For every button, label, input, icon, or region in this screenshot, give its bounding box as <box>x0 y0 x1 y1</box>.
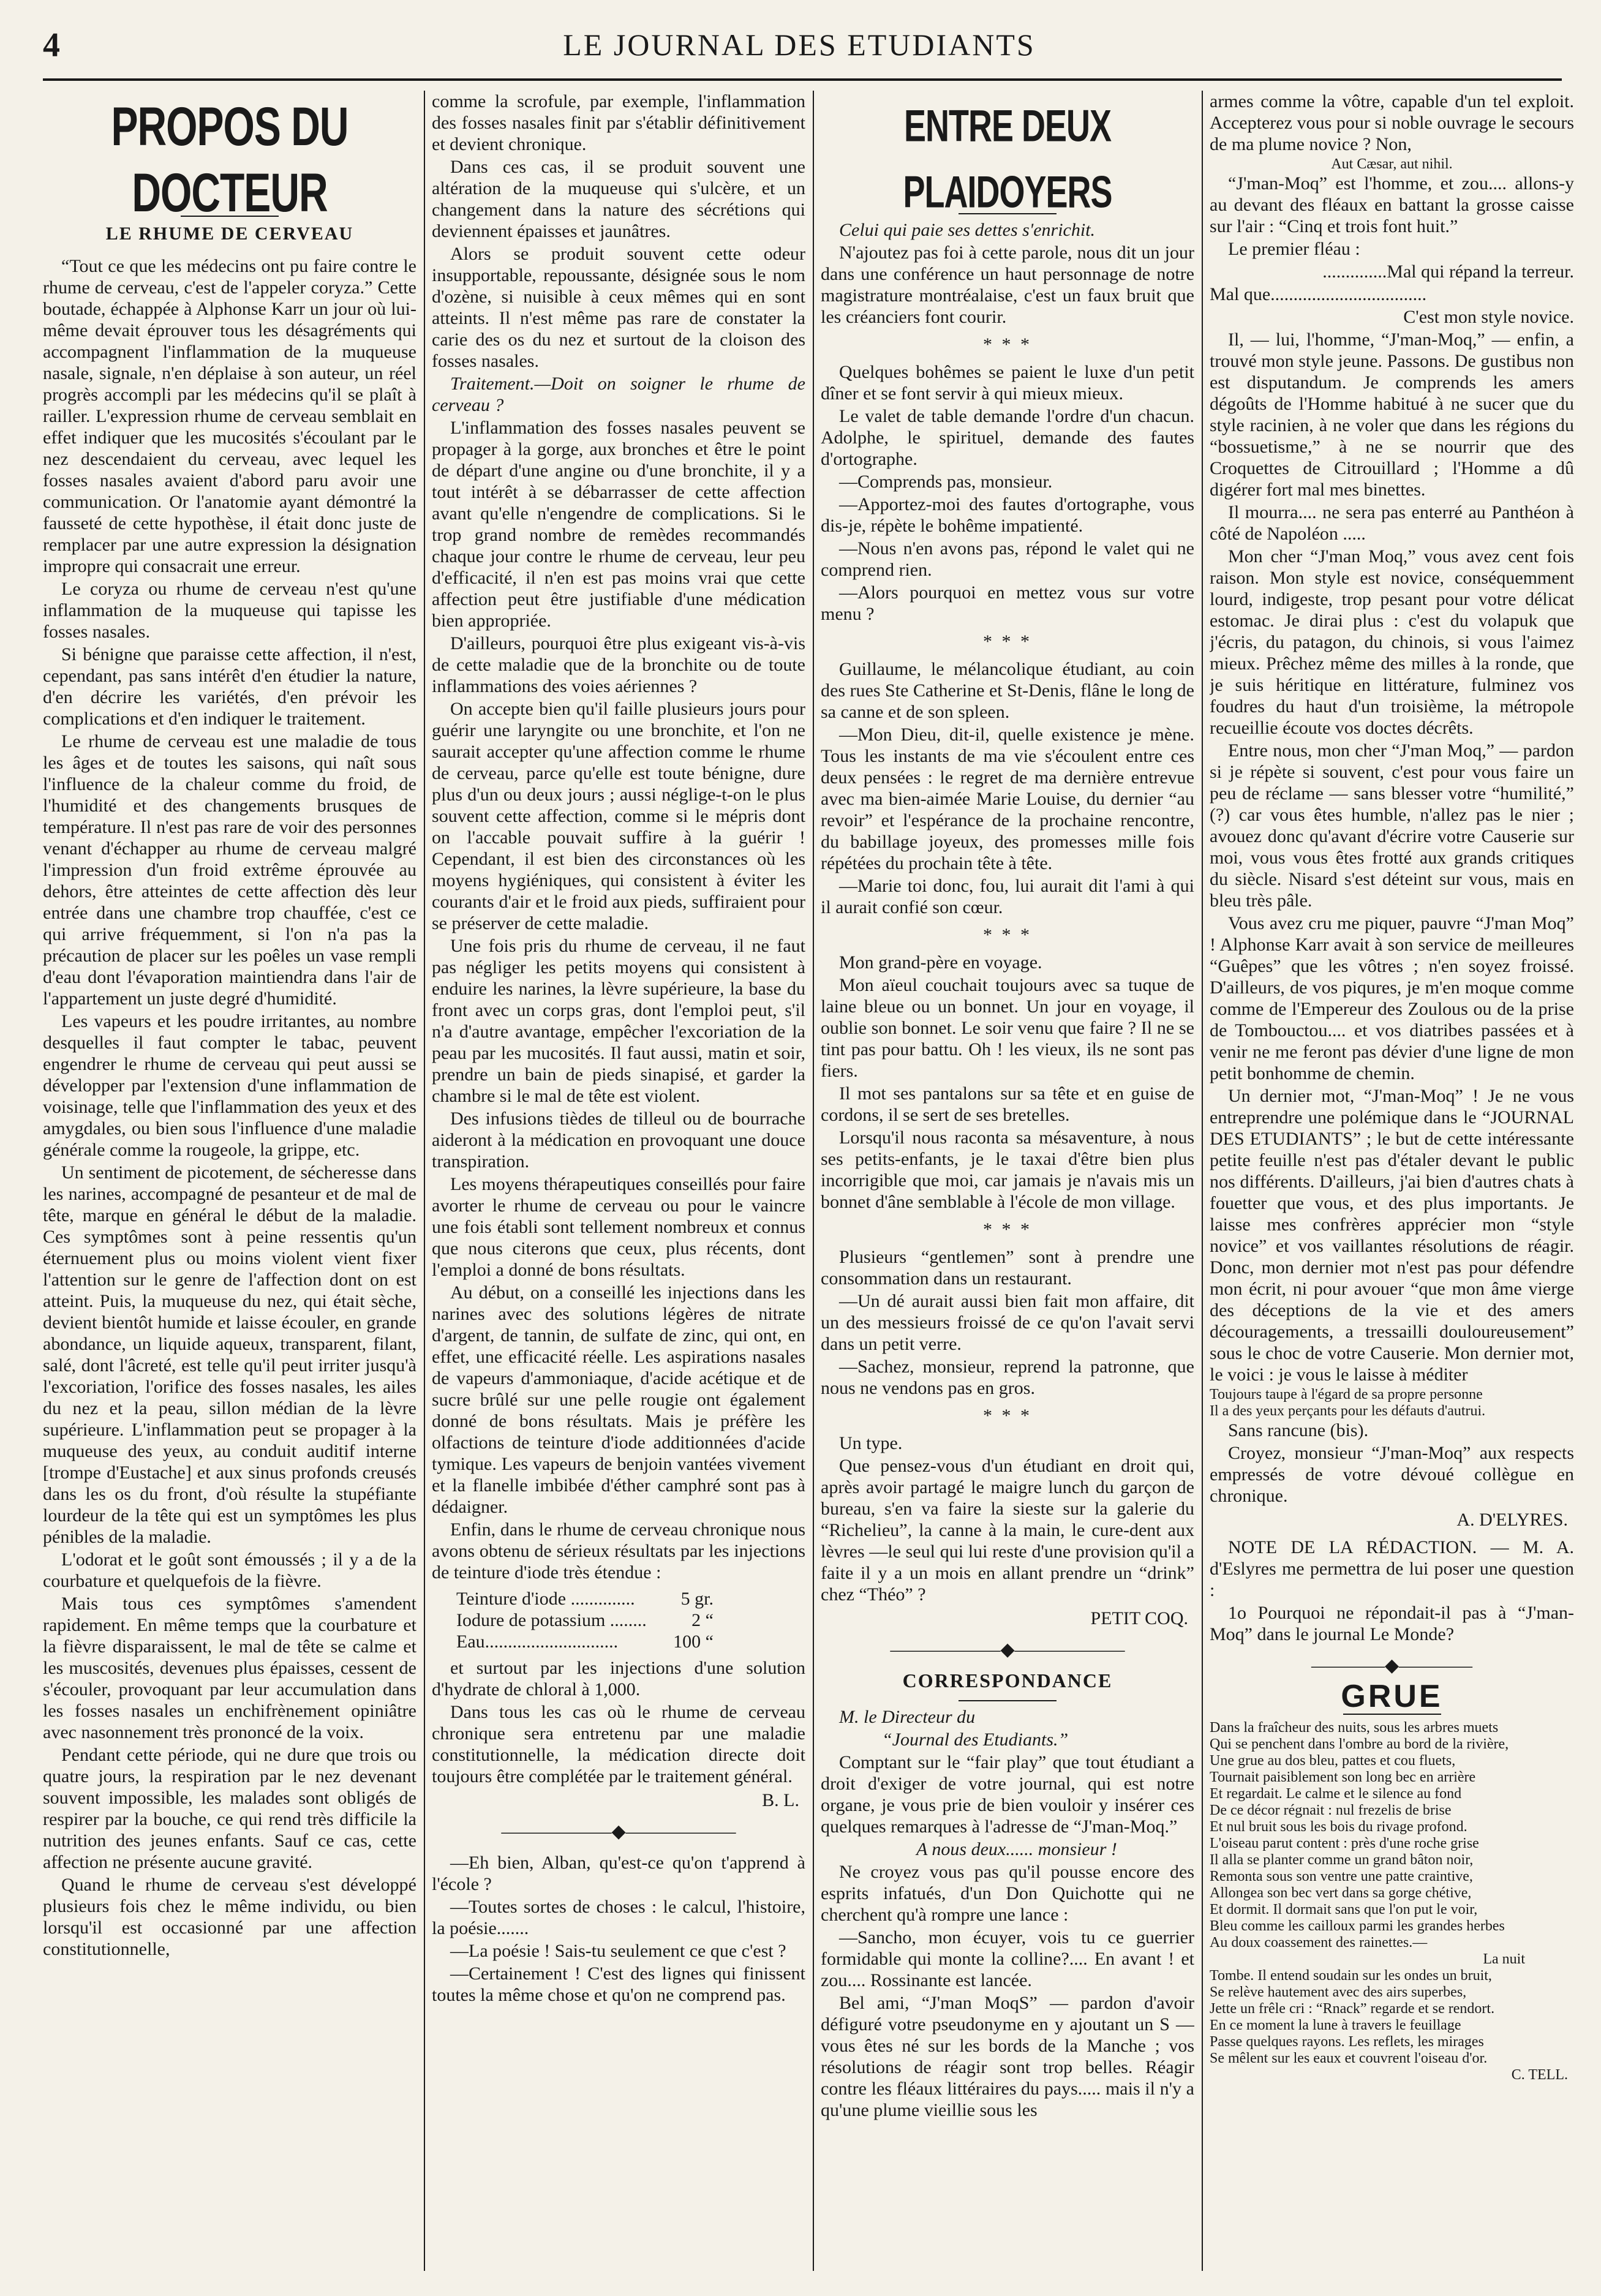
poem-line: L'oiseau parut content : près d'une roche grise <box>1210 1835 1479 1851</box>
recipe-row: Iodure de potassium ........ 2 “ <box>456 1610 714 1630</box>
paragraph: Bel ami, “J'man MoqS” — pardon d'avoir défiguré votre pseudonyme en y ajoutant un S — vous êtes né sur les bords de la Manche ; vos résolutions de réagir sont trop belles. Réagir contre les fléaux littéraires du pays..... mais il n'y a qu'une plume vieillie sous les <box>821 1993 1194 2120</box>
column-3 <box>821 91 1194 2271</box>
paragraph: Sans rancune (bis). <box>1228 1420 1369 1440</box>
poem-line: De ce décor régnait : nul frezelis de brise <box>1210 1802 1452 1818</box>
column-divider <box>424 91 425 2271</box>
stars-divider: * * * <box>983 925 1032 945</box>
page-number: 4 <box>43 26 60 64</box>
latin-quote: Aut Cæsar, aut nihil. <box>1331 156 1453 172</box>
recipe-row: Eau............................. 100 “ <box>456 1632 714 1652</box>
paragraph: et surtout par les injections d'une solution d'hydrate de chloral à 1,000. <box>432 1658 805 1699</box>
paragraph: —Alors pourquoi en mettez vous sur votre menu ? <box>821 582 1194 624</box>
paragraph: Le coryza ou rhume de cerveau n'est qu'une inflammation de la muqueuse qui tapisse les fosses nasales. <box>43 579 416 642</box>
paragraph: Traitement.—Doit on soigner le rhume de cerveau ? <box>432 374 805 415</box>
address-line: “Journal des Etudiants.” <box>882 1730 1069 1750</box>
paragraph: A nous deux...... monsieur ! <box>916 1839 1117 1859</box>
paragraph: —Apportez-moi des fautes d'ortographe, vous dis-je, répète le bohême impatienté. <box>821 494 1194 536</box>
poem-line: Et regardait. Le calme et le silence au fond <box>1210 1786 1462 1802</box>
signature: A. D'ELYRES. <box>1456 1510 1568 1530</box>
signature: PETIT COQ. <box>1090 1608 1188 1628</box>
article-subhead: LE RHUME DE CERVEAU <box>105 224 354 244</box>
column-divider <box>1202 91 1203 2271</box>
paragraph: —La poésie ! Sais-tu seulement ce que c'est ? <box>450 1941 786 1961</box>
paragraph: Vous avez cru me piquer, pauvre “J'man Moq” ! Alphonse Karr avait à son service de meilleures “Guêpes” que les vôtres ; n'en soyez froissé. D'ailleurs, de vos piqures, je m'en moque comme comme de l'Empereur des Zoulous ou de la prise de Tombouctou.... et vos diatribes passées et à venir ne me feront pas dévier d'une ligne de mon petit bonhomme de chemin. <box>1210 913 1574 1083</box>
paragraph: Mais tous ces symptômes s'amendent rapidement. En même temps que la courbature et la fièvre disparaissent, le mal de tête se calme et les muscosités, devenues plus épaisses, cessent de s'écouler, provoquant par leur accumulation dans les fosses nasales un enchifrènement opiniâtre avec nasonnement très prononcé de la voix. <box>43 1594 416 1742</box>
paragraph: Alors se produit souvent cette odeur insupportable, repoussante, désignée sous le nom d'ozène, si nuisible à ceux mêmes qui en sont atteints. Il n'est même pas rare de constater la carie des os du nez et surtout de la cloison des fosses nasales. <box>432 244 805 371</box>
poem-line: Une grue au dos bleu, pattes et cou fluets, <box>1210 1753 1456 1769</box>
paragraph: N'ajoutez pas foi à cette parole, nous dit un jour dans une conférence un haut personnage de notre magistrature montréalaise, c'est un faux bruit que les créanciers font courir. <box>821 243 1194 327</box>
paragraph: Mon cher “J'man Moq,” vous avez cent fois raison. Mon style est novice, conséquemment lourd, indigeste, trop pesant pour votre délicat estomac. Je dirai plus : c'est du volapuk que j'écris, du patagon, du chinois, si vous l'aimez mieux. Prêchez même des milles à la ronde, que je suis héritique en littérature, fulminez vos foudres du haut d'un troisième, la métropole recueillie écoute vos doctes décrêts. <box>1210 546 1574 738</box>
paragraph: Dans tous les cas où le rhume de cerveau chronique sera entretenu par une maladie constitutionnelle, la médication directe doit toujours être complétée par le traitement général. <box>432 1702 805 1786</box>
verse-line: ..............Mal qui répand la terreur. <box>1322 262 1574 282</box>
paragraph: —Un dé aurait aussi bien fait mon affaire, dit un des messieurs froissé de ce qu'on l'avait servi dans un petit verre. <box>821 1291 1194 1354</box>
poem-line: Tournait paisiblement son long bec en arrière <box>1210 1769 1476 1785</box>
divider <box>959 1700 1057 1701</box>
poem-line: Qui se penchent dans l'ombre au bord de la rivière, <box>1210 1736 1509 1752</box>
paragraph: Entre nous, mon cher “J'man Moq,” — pardon si je répète si souvent, c'est pour vous faire un peu de réclame — sans blesser votre “humilité,” (?) car vous êtes humble, n'allez pas le nier ; avouez donc qu'avant d'écrire votre Causerie sur moi, vous vous êtes frotté aux grands critiques du siècle. Nisard s'est déteint sur vous, mais en bleu très pâle. <box>1210 740 1574 911</box>
newspaper-page <box>24 18 1574 2278</box>
paragraph: “Tout ce que les médecins ont pu faire contre le rhume de cerveau, c'est de l'appeler coryza.” Cette boutade, échappée à Alphonse Karr un jour où lui-même devait éprouver tous les désagréments qui accompagnent l'inflammation de la muqueuse nasale, signale, n'en déplaise à son auteur, un réel progrès accompli par les médecins qu'il se plaît à railler. L'expression rhume de cerveau semblait en effet indiquer que les mucosités s'écoulant par le nez descendaient du cerveau, avec lequel les fosses nasales avaient d'abord paru avoir une communication. Or l'anatomie ayant démontré la fausseté de cette hypothèse, il était donc juste de remplacer par une autre expression la désignation impropre qui consacrait une erreur. <box>43 256 416 576</box>
paragraph: Enfin, dans le rhume de cerveau chronique nous avons obtenu de sérieux résultats par les injections de teinture d'iode très étendue : <box>432 1519 805 1583</box>
poem-line: Bleu comme les cailloux parmi les grandes herbes <box>1210 1918 1505 1934</box>
poem-signature: C. TELL. <box>1511 2067 1568 2083</box>
paragraph: Comptant sur le “fair play” que tout étudiant a droit d'exiger de votre journal, qui est notre organe, je vous prie de bien vouloir y insérer ces quelques remarques à l'adresse de “J'man-Moq.” <box>821 1752 1194 1837</box>
paragraph: L'odorat et le goût sont émoussés ; il y a de la courbature et quelquefois de la fièvre. <box>43 1549 416 1591</box>
column-2 <box>432 91 805 2271</box>
article-headline: ENTRE DEUX PLAIDOYERS <box>903 101 1112 217</box>
poem-line: Au doux coassement des rainettes.— <box>1210 1935 1428 1951</box>
paragraph: —Marie toi donc, fou, lui aurait dit l'ami à qui il aurait confié son cœur. <box>821 876 1194 917</box>
paragraph: On accepte bien qu'il faille plusieurs jours pour guérir une laryngite ou une bronchite, et l'on ne saurait accepter qu'une affection comme le rhume de cerveau, parce qu'elle est toute bénigne, dure plus d'un ou deux jours ; aussi néglige-t-on le plus souvent cette affection, comme si le mépris dont on l'accable pouvait suffire à la guérir ! Cependant, il est bien des circonstances où les moyens hygiéniques, qui consistent à éviter les courants d'air et le froid aux pieds, suffiraient pour se préserver de cette maladie. <box>432 699 805 933</box>
stars-divider: * * * <box>983 631 1032 652</box>
paragraph: Les moyens thérapeutiques conseillés pour faire avorter le rhume de cerveau ou pour le vaincre une fois établi sont tellement nombreux et connus que nous citerons que ceux, plus récents, dont l'emploi a donné de bons résultats. <box>432 1174 805 1280</box>
paragraph: Dans ces cas, il se produit souvent une altération de la muqueuse qui s'ulcère, et un changement dans la nature des sécrétions qui deviennent épaisses et jaunâtres. <box>432 157 805 241</box>
stars-divider: * * * <box>983 1406 1032 1426</box>
paragraph: Quelques bohêmes se paient le luxe d'un petit dîner et se font servir à qui mieux mieux. <box>821 362 1194 404</box>
address-line: M. le Directeur du <box>839 1707 976 1727</box>
verse-line: Mal que.................................. <box>1210 284 1427 304</box>
paragraph: Le premier fléau : <box>1228 239 1360 259</box>
paragraph: comme la scrofule, par exemple, l'inflammation des fosses nasales finit par s'établir définitivement et devient chronique. <box>432 91 805 154</box>
paragraph: —Toutes sortes de choses : le calcul, l'histoire, la poésie....... <box>432 1897 805 1938</box>
paragraph: Il, — lui, l'homme, “J'man-Moq,” — enfin, a trouvé mon style jeune. Passons. De gustibus non est disputandum. Je comprends les amers dégoûts de l'Homme habitué à ne sucer que du style racinien, à ne voler que dans les régions du “bossuetisme,” à ne se nourrir que des Croquettes de Citrouillard ; l'Homme a dû digérer fort mal mes binettes. <box>1210 329 1574 500</box>
ornament-divider: ——————◆—————— <box>501 1821 736 1842</box>
paragraph: L'inflammation des fosses nasales peuvent se propager à la gorge, aux bronches et être le point de départ d'une angine ou d'une bronchite, il y a tout intérêt à se débarrasser de cette affection avant qu'elle n'engendre de complications. Si le trop grand nombre de remèdes recommandés chaque jour contre le rhume de cerveau, leur peu d'efficacité, il n'en est pas moins vrai que cette affection peut être justifiable d'une médication bien appropriée. <box>432 418 805 631</box>
paragraph: “J'man-Moq” est l'homme, et zou.... allons-y au devant des fléaux en battant la grosse caisse sur l'air : “Cinq et trois font huit.” <box>1210 173 1574 236</box>
poem-line: Remonta sous son ventre une patte craintive, <box>1210 1869 1473 1884</box>
paragraph: —Certainement ! C'est des lignes qui finissent toutes la même chose et qu'on ne comprend pas. <box>432 1963 805 2005</box>
stars-divider: * * * <box>983 334 1032 355</box>
paragraph: Le rhume de cerveau est une maladie de tous les âges et de toutes les saisons, qui naît sous l'influence de la chaleur comme du froid, de l'humidité et des changements brusques de température. Il n'est pas rare de voir des personnes venant d'échapper au rhume de cerveau malgré l'impression d'un froid extrême éprouvée au dehors, être atteintes de cette affection dès leur entrée dans une chambre trop chauffée, c'est ce qui arrive fréquemment, si l'on n'a pas la précaution de placer sur les poêles un vase rempli d'eau dont l'évaporation maintiendra dans l'air de l'appartement un juste degré d'humidité. <box>43 731 416 1009</box>
paragraph: —Nous n'en avons pas, répond le valet qui ne comprend rien. <box>821 538 1194 580</box>
paragraph: Une fois pris du rhume de cerveau, il ne faut pas négliger les petits moyens qui consistent à enduire les narines, la lèvre supérieure, la base du front avec un corps gras, dont l'emploi peut, s'il n'a d'autre avantage, empêcher l'excoriation de la peau par les mucosités. Il faut aussi, matin et soir, prendre un bain de pieds sinapisé, et garder la chambre si le mal de tête est violent. <box>432 936 805 1106</box>
paragraph: Pendant cette période, qui ne dure que trois ou quatre jours, la respiration par le nez devenant souvent impossible, les malades sont obligés de respirer par la bouche, ce qui rend très difficile la nutrition des jeunes enfants. Sauf ce cas, cette affection ne présente aucune gravité. <box>43 1745 416 1872</box>
paragraph: D'ailleurs, pourquoi être plus exigeant vis-à-vis de cette maladie que de la bronchite ou de toute inflammations des voies aériennes ? <box>432 633 805 696</box>
poem-title: GRUE <box>1341 1679 1443 1714</box>
paragraph: Celui qui paie ses dettes s'enrichit. <box>839 220 1096 240</box>
poem-line: Tombe. Il entend soudain sur les ondes un bruit, <box>1210 1968 1492 1984</box>
paragraph: —Mon Dieu, dit-il, quelle existence je mène. Tous les instants de ma vie s'écoulent entre ces deux pensées : le regret de ma dernière entrevue avec ma bien-aimée Marie Louise, du dernier “au revoir” et l'espérance de la prochaine rencontre, du babillage joyeux, des promesses mille fois répétées du prochain tête à tête. <box>821 725 1194 873</box>
paragraph: Que pensez-vous d'un étudiant en droit qui, après avoir partagé le maigre lunch du garçon de bureau, s'en va faire la sieste sur la galerie du “Richelieu”, la canne à la main, le cure-dent aux lèvres —le seul qui lui reste d'une provision qu'il a faite il y a un mois en allant prendre un “drink” chez “Théo” ? <box>821 1456 1194 1605</box>
paragraph: Guillaume, le mélancolique étudiant, au coin des rues Ste Catherine et St-Denis, flâne le long de sa canne et de son spleen. <box>821 659 1194 722</box>
paragraph: —Eh bien, Alban, qu'est-ce qu'on t'apprend à l'école ? <box>432 1853 805 1894</box>
column-divider <box>813 91 814 2271</box>
fine-print: Il a des yeux perçants pour les défauts d'autrui. <box>1210 1403 1486 1419</box>
paragraph: Le valet de table demande l'ordre d'un chacun. Adolphe, le spirituel, demande des fautes d'ortographe. <box>821 406 1194 469</box>
header-rule <box>43 78 1562 81</box>
paragraph: Un sentiment de picotement, de sécheresse dans les narines, accompagné de pesanteur et de mal de tête, marque en général le début de la maladie. Ces symptômes sont à peine ressentis qu'un éternuement plus ou moins violent vient fixer l'attention sur le genre de l'affection dont on est atteint. Puis, la muqueuse du nez, qui était sèche, devient bientôt humide et laisse écouler, en grande abondance, un liquide aqueux, transparent, filant, salé, dont l'âcreté, est telle qu'il peut irriter jusqu'à l'excoriation, l'orifice des fosses nasales, les ailes du nez et la peau, sillon médian de la lèvre supérieure. L'inflammation peut se propager à la muqueuse des yeux, au conduit auditif interne [trompe d'Eustache] et aux sinus profonds creusés dans les os du front, d'où résulte la stupéfiante lourdeur de la tête qui est un symptômes les plus pénibles de la maladie. <box>43 1162 416 1547</box>
column-4 <box>1210 91 1574 2271</box>
article-headline: PROPOS DU DOCTEUR <box>111 96 348 223</box>
poem-line: Passe quelques rayons. Les reflets, les mirages <box>1210 2034 1484 2050</box>
paragraph: Il mourra.... ne sera pas enterré au Panthéon à côté de Napoléon ..... <box>1210 502 1574 544</box>
poem-line: La nuit <box>1483 1951 1525 1967</box>
paragraph: Lorsqu'il nous raconta sa mésaventure, à nous ses petits-enfants, je le taxai d'être bien plus incorrigible que moi, car jamais je n'avais mis un bonnet d'âne semblable à l'école de mon village. <box>821 1127 1194 1212</box>
fine-print: Toujours taupe à l'égard de sa propre personne <box>1210 1387 1483 1402</box>
page-header <box>24 18 1574 80</box>
poem-line: Et dormit. Il dormait sans que l'on put le voir, <box>1210 1902 1478 1918</box>
verse-line: C'est mon style novice. <box>1403 307 1574 327</box>
paragraph: Mon grand-père en voyage. <box>839 952 1042 973</box>
recipe-row: Teinture d'iode .............. 5 gr. <box>456 1589 714 1609</box>
signature: B. L. <box>762 1790 799 1810</box>
poem-line: Il alla se planter comme un grand bâton noir, <box>1210 1852 1474 1868</box>
poem-line: Se mêlent sur les eaux et couvrent l'oiseau d'or. <box>1210 2050 1488 2066</box>
poem-line: Et nul bruit sous les bois du rivage profond. <box>1210 1819 1467 1835</box>
poem-line: En ce moment la lune à travers le feuillage <box>1210 2017 1461 2033</box>
paragraph: NOTE DE LA RÉDACTION. — M. A. d'Eslyres me permettra de lui poser une question : <box>1210 1537 1574 1600</box>
poem-line: Jette un frêle cri : “Rnack” regarde et se rendort. <box>1210 2001 1495 2017</box>
paragraph: Un type. <box>839 1433 903 1453</box>
paragraph: Les vapeurs et les poudre irritantes, au nombre desquelles il faut compter le tabac, peuvent engendrer le rhume de cerveau qui peut aussi se développer par l'extension d'une inflammation de voisinage, telle que l'inflammation des yeux et des amygdales, ou bien sous l'influence d'une maladie générale comme la rougeole, la grippe, etc. <box>43 1011 416 1160</box>
paragraph: Des infusions tièdes de tilleul ou de bourrache aideront à la médication en provoquant une douce transpiration. <box>432 1108 805 1172</box>
paragraph: Plusieurs “gentlemen” sont à prendre une consommation dans un restaurant. <box>821 1247 1194 1289</box>
paragraph: —Sancho, mon écuyer, vois tu ce guerrier formidable qui monte la colline?.... En avant ! et zou.... Rossinante est lancée. <box>821 1927 1194 1990</box>
poem-line: Dans la fraîcheur des nuits, sous les arbres muets <box>1210 1720 1499 1736</box>
paragraph: Croyez, monsieur “J'man-Moq” aux respects empressés de votre dévoué collègue en chronique. <box>1210 1443 1574 1506</box>
paragraph: Quand le rhume de cerveau s'est développé plusieurs fois chez le même individu, ou bien lorsqu'il est occasionné par une affection constitutionnelle, <box>43 1875 416 1959</box>
journal-title: LE JOURNAL DES ETUDIANTS <box>563 28 1036 62</box>
paragraph: armes comme la vôtre, capable d'un tel exploit. Accepterez vous pour si noble ouvrage le secours de ma plume novice ? Non, <box>1210 91 1574 154</box>
paragraph: Si bénigne que paraisse cette affection, il n'est, cependant, pas sans intérêt d'en étudier la nature, d'en décrire les variétés, d'en prévoir les complications et d'en indiquer le traitement. <box>43 644 416 729</box>
ornament-divider: ——————◆—————— <box>890 1639 1125 1660</box>
poem-line: Allongea son bec vert dans sa gorge chétive, <box>1210 1885 1472 1901</box>
poem <box>1210 1720 1574 2083</box>
paragraph: Au début, on a conseillé les injections dans les narines avec des solutions légères de nitrate d'argent, de tannin, de sulfate de zinc, qui ont, en effet, une efficacité réelle. Les aspirations nasales de vapeurs d'ammoniaque, d'acide acétique et de sucre brûlé sur une pelle rougie ont également donné de bons résultats. Mais je préfère les olfactions de teinture d'iode additionnées d'acide tymique. Les vapeurs de benjoin vantées vivement et la flanelle imbibée d'éther camphré sont pas à dédaigner. <box>432 1282 805 1517</box>
recipe-table <box>456 1588 805 1652</box>
stars-divider: * * * <box>983 1219 1032 1240</box>
paragraph: Mon aïeul couchait toujours avec sa tuque de laine bleue ou un bonnet. Un jour en voyage, il oublie son bonnet. Le soir venu que faire ? Il ne se tint pas pour battu. Oh ! les vieux, ils ne sont pas fiers. <box>821 975 1194 1081</box>
column-1 <box>43 91 416 2271</box>
paragraph: Il mot ses pantalons sur sa tête et en guise de cordons, il se sert de ses bretelles. <box>821 1083 1194 1125</box>
paragraph: —Comprends pas, monsieur. <box>839 472 1053 492</box>
paragraph: Ne croyez vous pas qu'il pousse encore des esprits infatués, d'un Don Quichotte qui ne cherchent qu'à rompre une lance : <box>821 1862 1194 1925</box>
section-title: CORRESPONDANCE <box>902 1669 1113 1692</box>
ornament-divider: ————◆———— <box>1311 1655 1473 1676</box>
poem-line: Se relève hautement avec des airs superbes, <box>1210 1984 1467 2000</box>
paragraph: Un dernier mot, “J'man-Moq” ! Je ne vous entreprendre une polémique dans le “JOURNAL DES ETUDIANTS” ; le but de cette intéressante petite feuille n'est pas d'étaler devant le public nos différents. D'ailleurs, j'ai bien d'autres chats à fouetter que vous, et des plus importants. Je laisse mes confrères apprécier mon “style novice” et vos vaillantes résolutions de réagir. Donc, mon dernier mot n'est pas pour défendre mon écrit, ni pour avouer “que mon âme vierge des déceptions de la vie et des amers découragements, a tressailli douloureusement” sous le choc de votre Causerie. Mon dernier mot, le voici : je vous le laisse à méditer <box>1210 1086 1574 1385</box>
paragraph: 1o Pourquoi ne répondait-il pas à “J'man-Moq” dans le journal Le Monde? <box>1210 1603 1574 1644</box>
paragraph: —Sachez, monsieur, reprend la patronne, que nous ne vendons pas en gros. <box>821 1357 1194 1398</box>
